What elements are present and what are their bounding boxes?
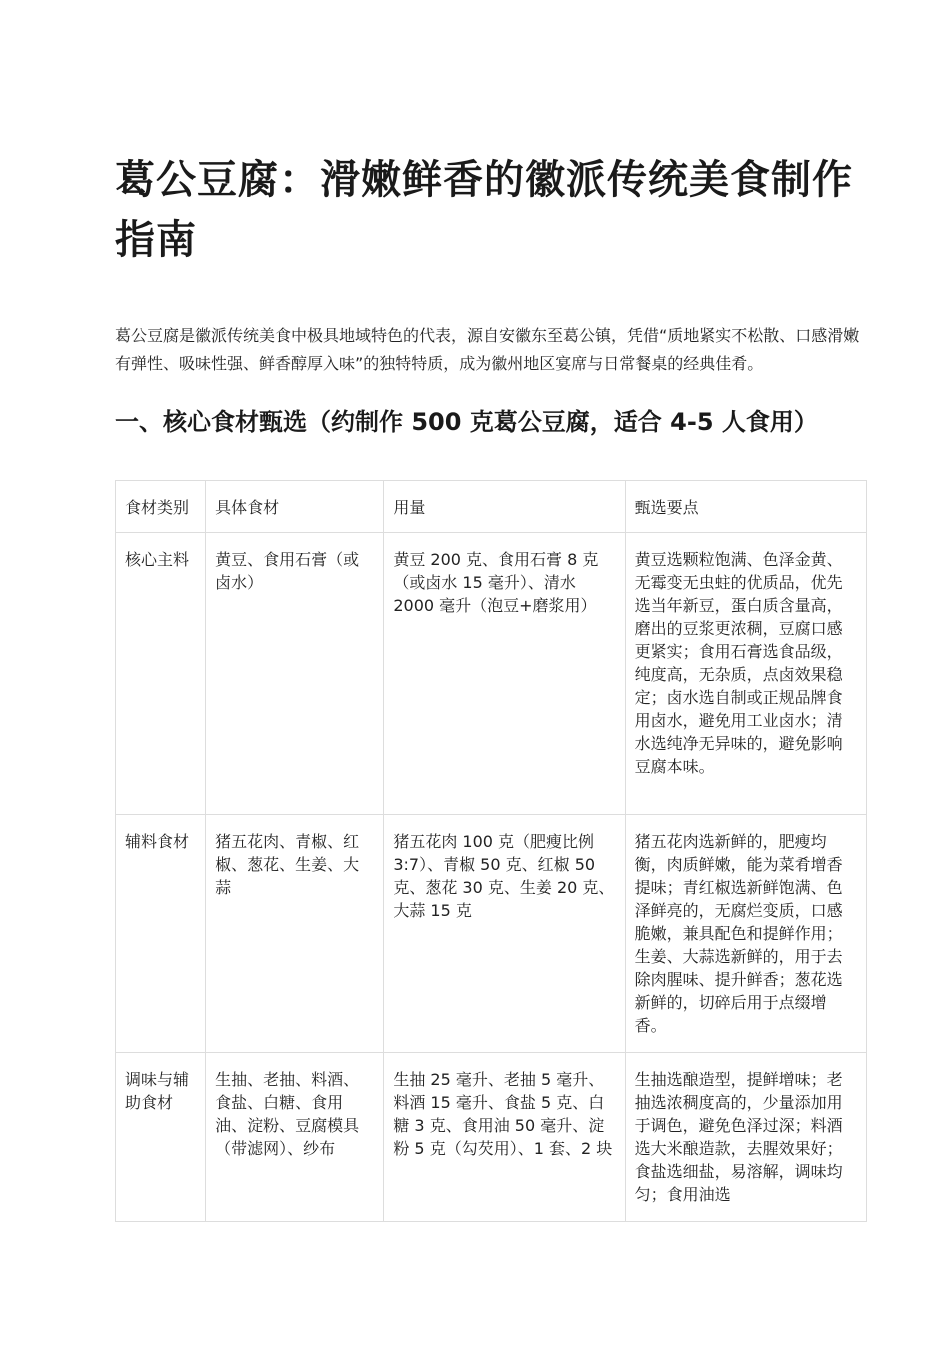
cell-tips: 生抽选酿造型，提鲜增味；老抽选浓稠度高的，少量添加用于调色，避免色泽过深；料酒选大米酿造款，去腥效果好；食盐选细盐，易溶解，调味均匀；食用油选 [625,1053,866,1222]
cell-amount: 猪五花肉 100 克（肥瘦比例 3:7）、青椒 50 克、红椒 50 克、葱花 30 克、生姜 20 克、大蒜 15 克 [384,815,625,1053]
cell-category: 辅料食材 [116,815,206,1053]
ingredients-table-container [115,480,867,1358]
cell-ingredients: 黄豆、食用石膏（或卤水） [206,533,384,815]
cell-ingredients: 猪五花肉、青椒、红椒、葱花、生姜、大蒜 [206,815,384,1053]
ingredients-table [115,480,867,1222]
cell-category: 核心主料 [116,533,206,815]
header-amount: 用量 [384,481,625,533]
table-row [116,815,867,1053]
section-heading-ingredients: 一、核心食材甄选（约制作 500 克葛公豆腐，适合 4-5 人食用） [115,408,818,436]
intro-paragraph: 葛公豆腐是徽派传统美食中极具地域特色的代表，源自安徽东至葛公镇，凭借“质地紧实不松散、口感滑嫩有弹性、吸味性强、鲜香醇厚入味”的独特特质，成为徽州地区宴席与日常餐桌的经典佳肴。 [115,326,860,373]
table-header-row [116,481,867,533]
cell-amount: 生抽 25 毫升、老抽 5 毫升、料酒 15 毫升、食盐 5 克、白糖 3 克、食用油 50 毫升、淀粉 5 克（勾芡用）、1 套、2 块 [384,1053,625,1222]
table-row [116,1053,867,1222]
document-page [115,150,867,1204]
cell-tips: 猪五花肉选新鲜的，肥瘦均衡，肉质鲜嫩，能为菜肴增香提味；青红椒选新鲜饱满、色泽鲜亮的，无腐烂变质，口感脆嫩，兼具配色和提鲜作用；生姜、大蒜选新鲜的，用于去除肉腥味、提升鲜香；葱花选新鲜的，切碎后用于点缀增香。 [625,815,866,1053]
table-row [116,533,867,815]
cell-category: 调味与辅助食材 [116,1053,206,1222]
cell-amount: 黄豆 200 克、食用石膏 8 克（或卤水 15 毫升）、清水 2000 毫升（泡豆+磨浆用） [384,533,625,815]
header-tips: 甄选要点 [625,481,866,533]
header-category: 食材类别 [116,481,206,533]
cell-ingredients: 生抽、老抽、料酒、食盐、白糖、食用油、淀粉、豆腐模具（带滤网）、纱布 [206,1053,384,1222]
header-ingredients: 具体食材 [206,481,384,533]
page-title: 葛公豆腐：滑嫩鲜香的徽派传统美食制作指南 [115,157,853,263]
cell-tips: 黄豆选颗粒饱满、色泽金黄、无霉变无虫蛀的优质品，优先选当年新豆，蛋白质含量高，磨出的豆浆更浓稠，豆腐口感更紧实；食用石膏选食品级，纯度高，无杂质，点卤效果稳定；卤水选自制或正规品牌食用卤水，避免用工业卤水；清水选纯净无异味的，避免影响豆腐本味。 [625,533,866,815]
